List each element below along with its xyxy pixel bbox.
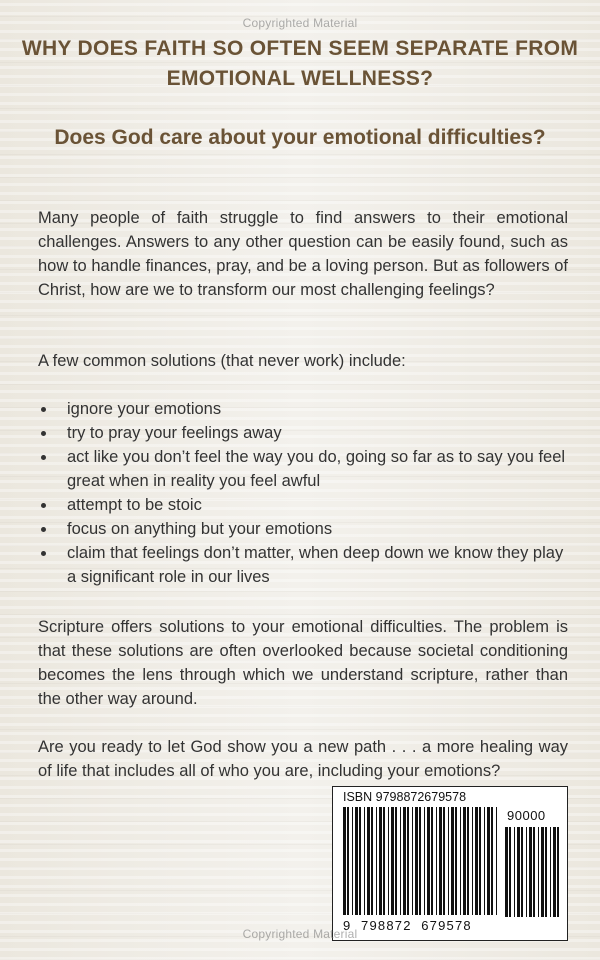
barcode-bar — [391, 807, 394, 915]
barcode-bar — [467, 807, 469, 915]
list-item-text: claim that feelings don’t matter, when deep down we know they play a significant role in our lives — [67, 544, 564, 586]
barcode-bar — [431, 807, 433, 915]
list-item-text: act like you don’t feel the way you do, going so far as to say you feel great when in reality you feel awful — [67, 448, 566, 490]
barcode-bar — [383, 807, 385, 915]
barcode-bar — [455, 807, 457, 915]
barcode-bar — [376, 807, 377, 915]
scripture-paragraph: Scripture offers solutions to your emotional difficulties. The problem is that these solutions are often overlooked because societal conditioning becomes the lens through which we understand scripture, rather than the other way around. — [38, 618, 568, 708]
barcode-bar — [407, 807, 409, 915]
barcode-bar — [479, 807, 481, 915]
list-item — [38, 445, 568, 493]
bullet-icon — [41, 503, 46, 508]
barcode-bar — [541, 827, 544, 917]
cover-subheading: Does God care about your emotional difficulties? — [54, 126, 546, 149]
barcode-bar — [400, 807, 401, 915]
barcode-bar — [491, 807, 493, 915]
barcode-bar — [424, 807, 425, 915]
barcode-bar — [538, 827, 539, 917]
barcode-bar — [419, 807, 421, 915]
barcode-bar — [343, 807, 346, 915]
barcode-bar — [415, 807, 418, 915]
barcode-bar — [439, 807, 442, 915]
barcode-bar — [367, 807, 370, 915]
barcode-bar — [443, 807, 445, 915]
list-item-text: attempt to be stoic — [67, 496, 202, 514]
barcode-bar — [517, 827, 520, 917]
bullet-icon — [41, 407, 46, 412]
barcode-bar — [463, 807, 466, 915]
barcode-bar — [388, 807, 389, 915]
solutions-list — [38, 397, 568, 589]
barcode-bar — [496, 807, 497, 915]
barcode-bar — [557, 827, 559, 917]
list-item — [38, 421, 568, 445]
barcode-bar — [347, 807, 349, 915]
barcode-bar — [355, 807, 358, 915]
barcode-bar — [412, 807, 413, 915]
list-item-text: try to pray your feelings away — [67, 424, 282, 442]
barcode-digits: 9 798872 679578 — [343, 918, 472, 933]
barcode-bar — [533, 827, 535, 917]
bullet-icon — [41, 551, 46, 556]
barcode-bar — [364, 807, 365, 915]
barcode-bar — [395, 807, 397, 915]
closing-paragraph: Are you ready to let God show you a new path . . . a more healing way of life that includes all of who you are, including your emotions? — [38, 738, 568, 780]
barcode-bar — [451, 807, 454, 915]
list-item — [38, 493, 568, 517]
barcode-bar — [427, 807, 430, 915]
barcode-bar — [448, 807, 449, 915]
barcode-bar — [460, 807, 461, 915]
barcode-bar — [484, 807, 485, 915]
barcode-bar — [553, 827, 556, 917]
barcode-bar — [352, 807, 353, 915]
bullet-icon — [41, 431, 46, 436]
barcode-bar — [526, 827, 527, 917]
barcode-bar — [359, 807, 361, 915]
barcode-bar — [545, 827, 547, 917]
barcode-bar — [550, 827, 551, 917]
copyright-watermark-top: Copyrighted Material — [242, 16, 358, 30]
barcode-bar — [509, 827, 511, 917]
isbn-label: ISBN 9798872679578 — [343, 790, 467, 804]
barcode-bar — [529, 827, 532, 917]
barcode-bar — [403, 807, 406, 915]
isbn-barcode-box — [332, 786, 568, 941]
bullet-icon — [41, 455, 46, 460]
barcode-bar — [379, 807, 382, 915]
price-code: 90000 — [507, 808, 546, 823]
list-item-text: focus on anything but your emotions — [67, 520, 333, 538]
barcode-bar — [371, 807, 373, 915]
list-item — [38, 517, 568, 541]
barcode-bar — [472, 807, 473, 915]
barcode-bar — [505, 827, 508, 917]
list-item — [38, 397, 568, 421]
solutions-lead-in: A few common solutions (that never work) include: — [38, 352, 406, 370]
barcode-bar — [475, 807, 478, 915]
barcode-bar — [436, 807, 437, 915]
barcode-bar — [487, 807, 490, 915]
copyright-watermark-bottom: Copyrighted Material — [242, 927, 358, 941]
list-item-text: ignore your emotions — [67, 400, 222, 418]
barcode-bar — [514, 827, 515, 917]
cover-headline: WHY DOES FAITH SO OFTEN SEEM SEPARATE FROM EMOTIONAL WELLNESS? — [21, 37, 579, 90]
bullet-icon — [41, 527, 46, 532]
intro-paragraph: Many people of faith struggle to find answers to their emotional challenges. Answers to any other question can be easily found, such as how to handle finances, pray, and be a loving person. But as followers of Christ, how are we to transform our most challenging feelings? — [38, 209, 568, 299]
barcode-bar — [521, 827, 523, 917]
list-item — [38, 541, 568, 589]
